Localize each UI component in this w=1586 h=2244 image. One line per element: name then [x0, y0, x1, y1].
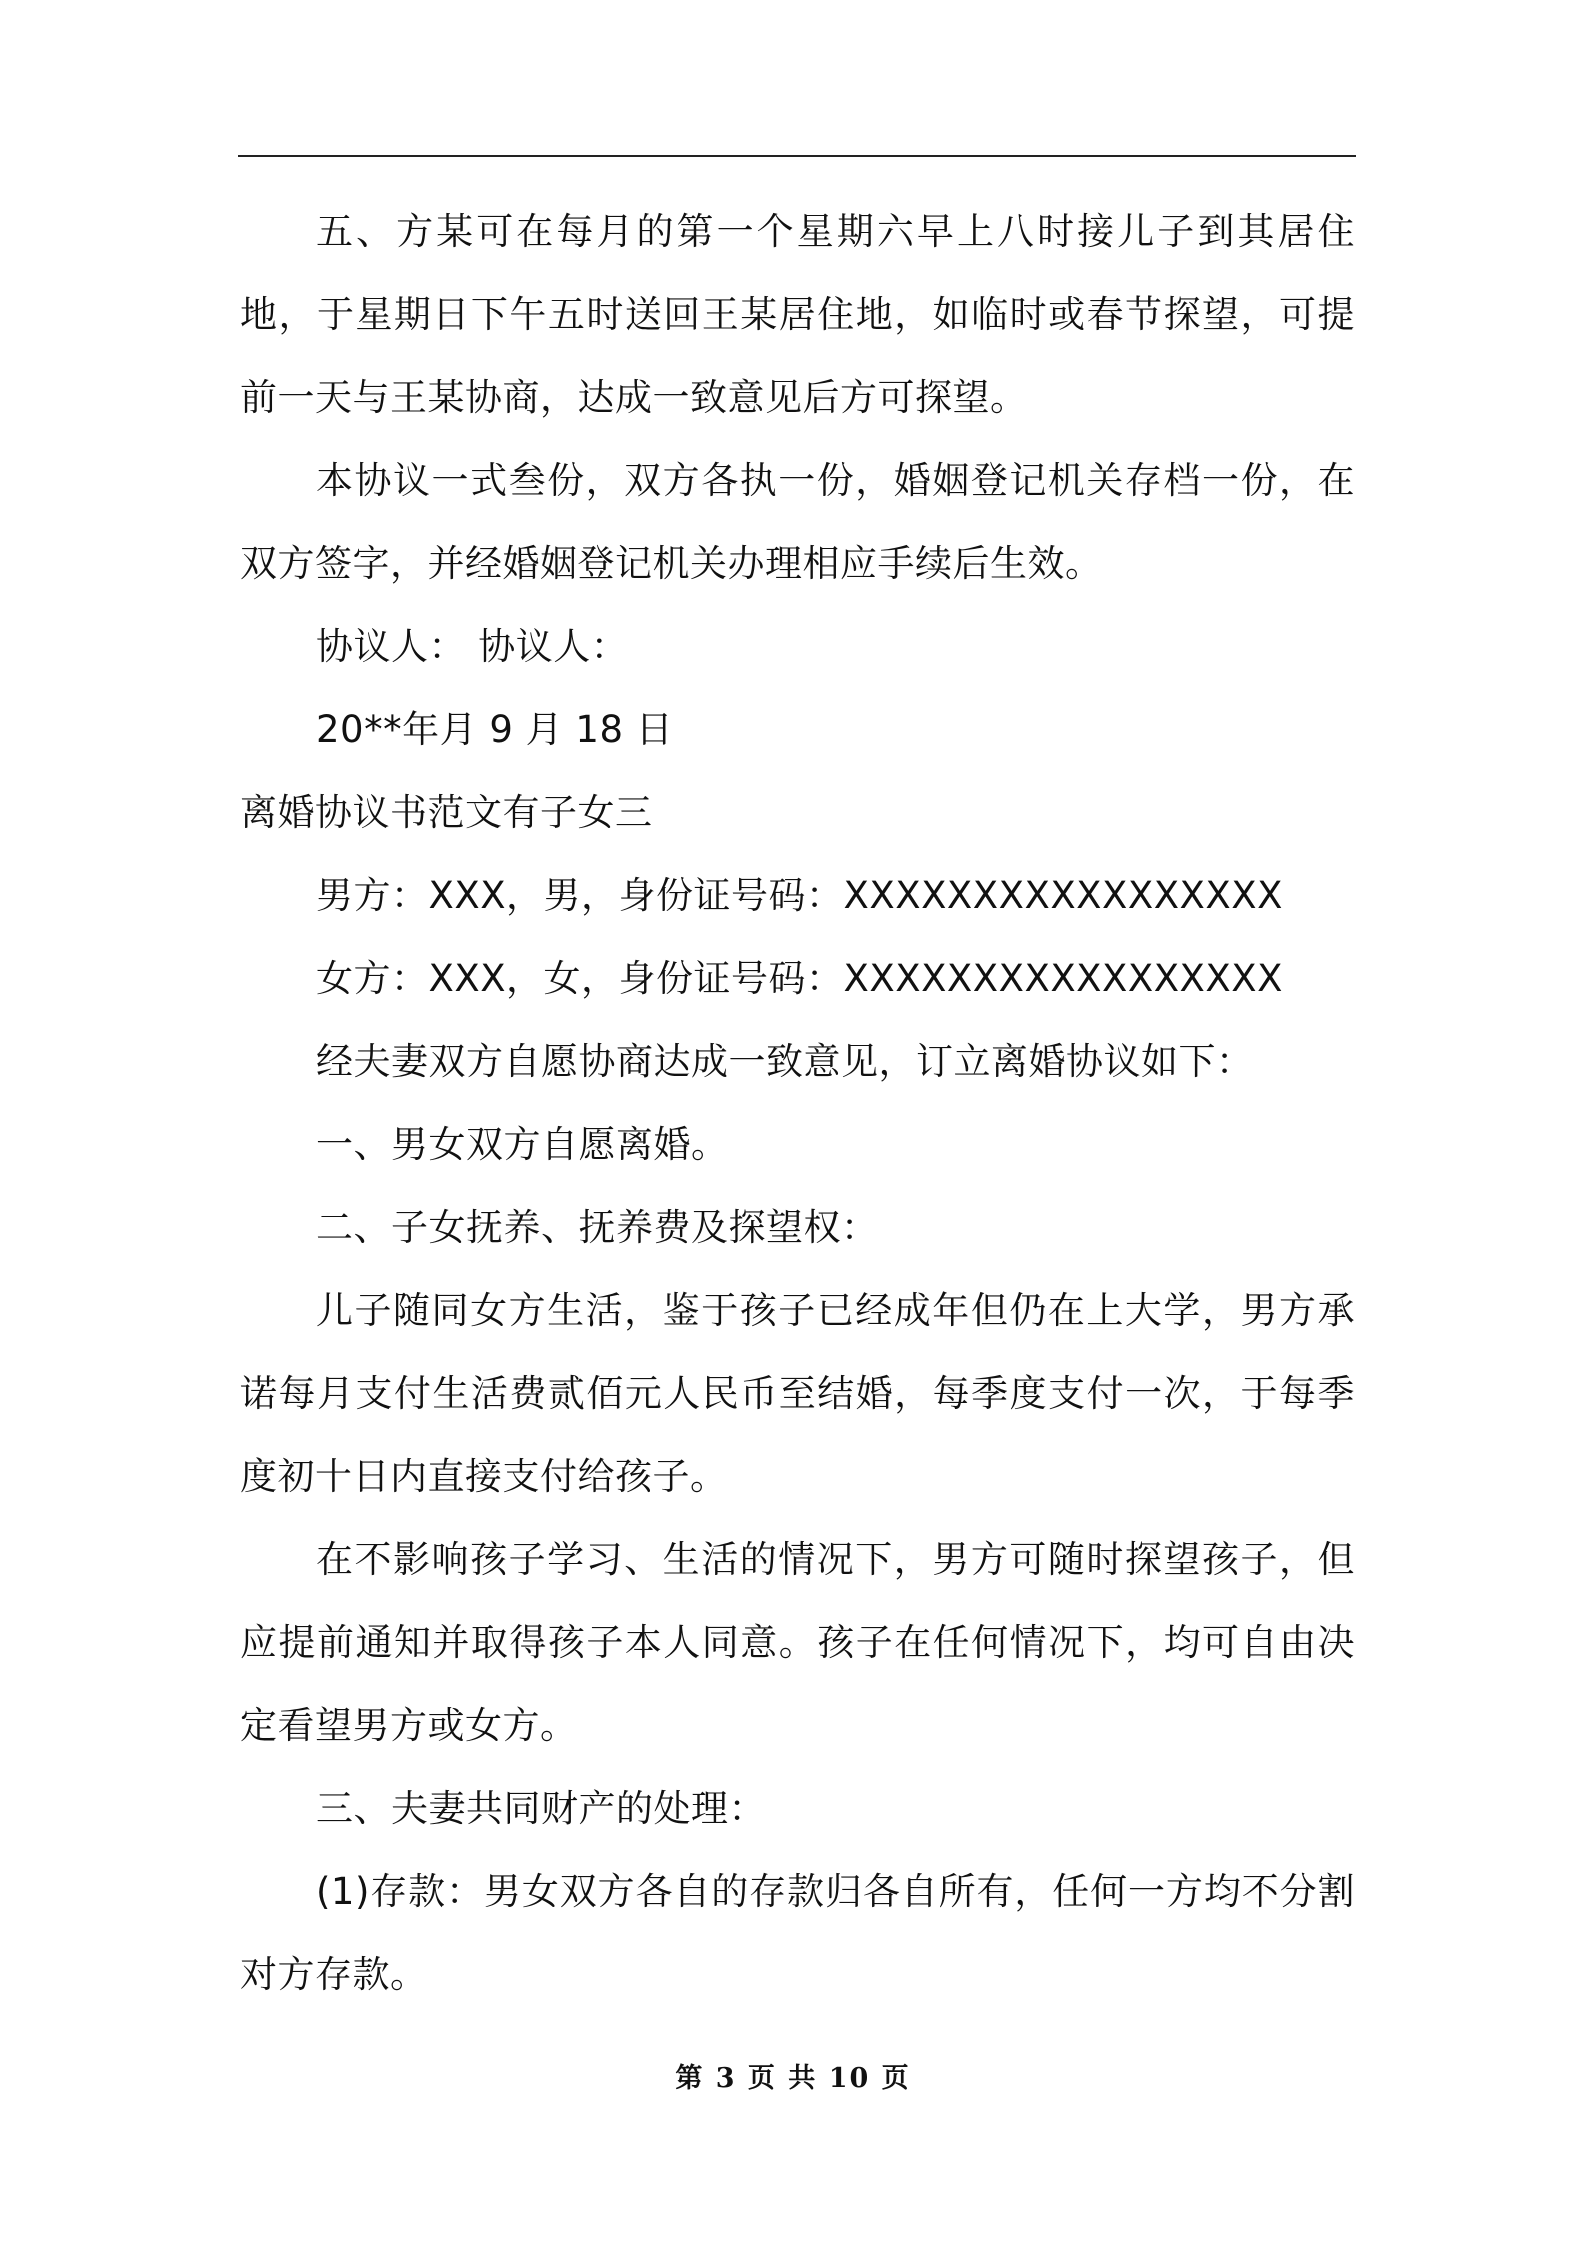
paragraph-visitation-arrangement: 五、方某可在每月的第一个星期六早上八时接儿子到其居住地，于星期日下午五时送回王某居住地，如临时或春节探望，可提前一天与王某协商，达成一致意见后方可探望。 [240, 210, 1355, 419]
header-rule [238, 155, 1356, 157]
paragraph-male-party: 男方：XXX，男，身份证号码：XXXXXXXXXXXXXXXXX [316, 874, 1283, 917]
clause-2-heading: 二、子女抚养、抚养费及探望权： [316, 1206, 879, 1249]
paragraph-deposits: (1)存款：男女双方各自的存款归各自所有，任何一方均不分割对方存款。 [240, 1870, 1355, 1996]
paragraph-visitation-rights: 在不影响孩子学习、生活的情况下，男方可随时探望孩子，但应提前通知并取得孩子本人同意。孩子在任何情况下，均可自由决定看望男方或女方。 [240, 1538, 1355, 1747]
section-title-sample-three: 离婚协议书范文有子女三 [240, 791, 653, 834]
paragraph-agreement-intro: 经夫妻双方自愿协商达成一致意见，订立离婚协议如下： [316, 1040, 1254, 1083]
paragraph-date: 20**年月 9 月 18 日 [316, 708, 674, 751]
paragraph-female-party: 女方：XXX，女，身份证号码：XXXXXXXXXXXXXXXXX [316, 957, 1283, 1000]
paragraph-child-support: 儿子随同女方生活，鉴于孩子已经成年但仍在上大学，男方承诺每月支付生活费贰佰元人民币至结婚，每季度支付一次，于每季度初十日内直接支付给孩子。 [240, 1289, 1355, 1498]
paragraph-copies-effective: 本协议一式叁份，双方各执一份，婚姻登记机关存档一份，在双方签字，并经婚姻登记机关办理相应手续后生效。 [240, 459, 1355, 585]
paragraph-signatories: 协议人： 协议人： [316, 625, 629, 668]
clause-3-heading: 三、夫妻共同财产的处理： [316, 1787, 766, 1830]
page-number-footer: 第 3 页 共 10 页 [675, 2063, 911, 2094]
clause-1-divorce: 一、男女双方自愿离婚。 [316, 1123, 729, 1166]
document-body [240, 190, 1355, 2016]
